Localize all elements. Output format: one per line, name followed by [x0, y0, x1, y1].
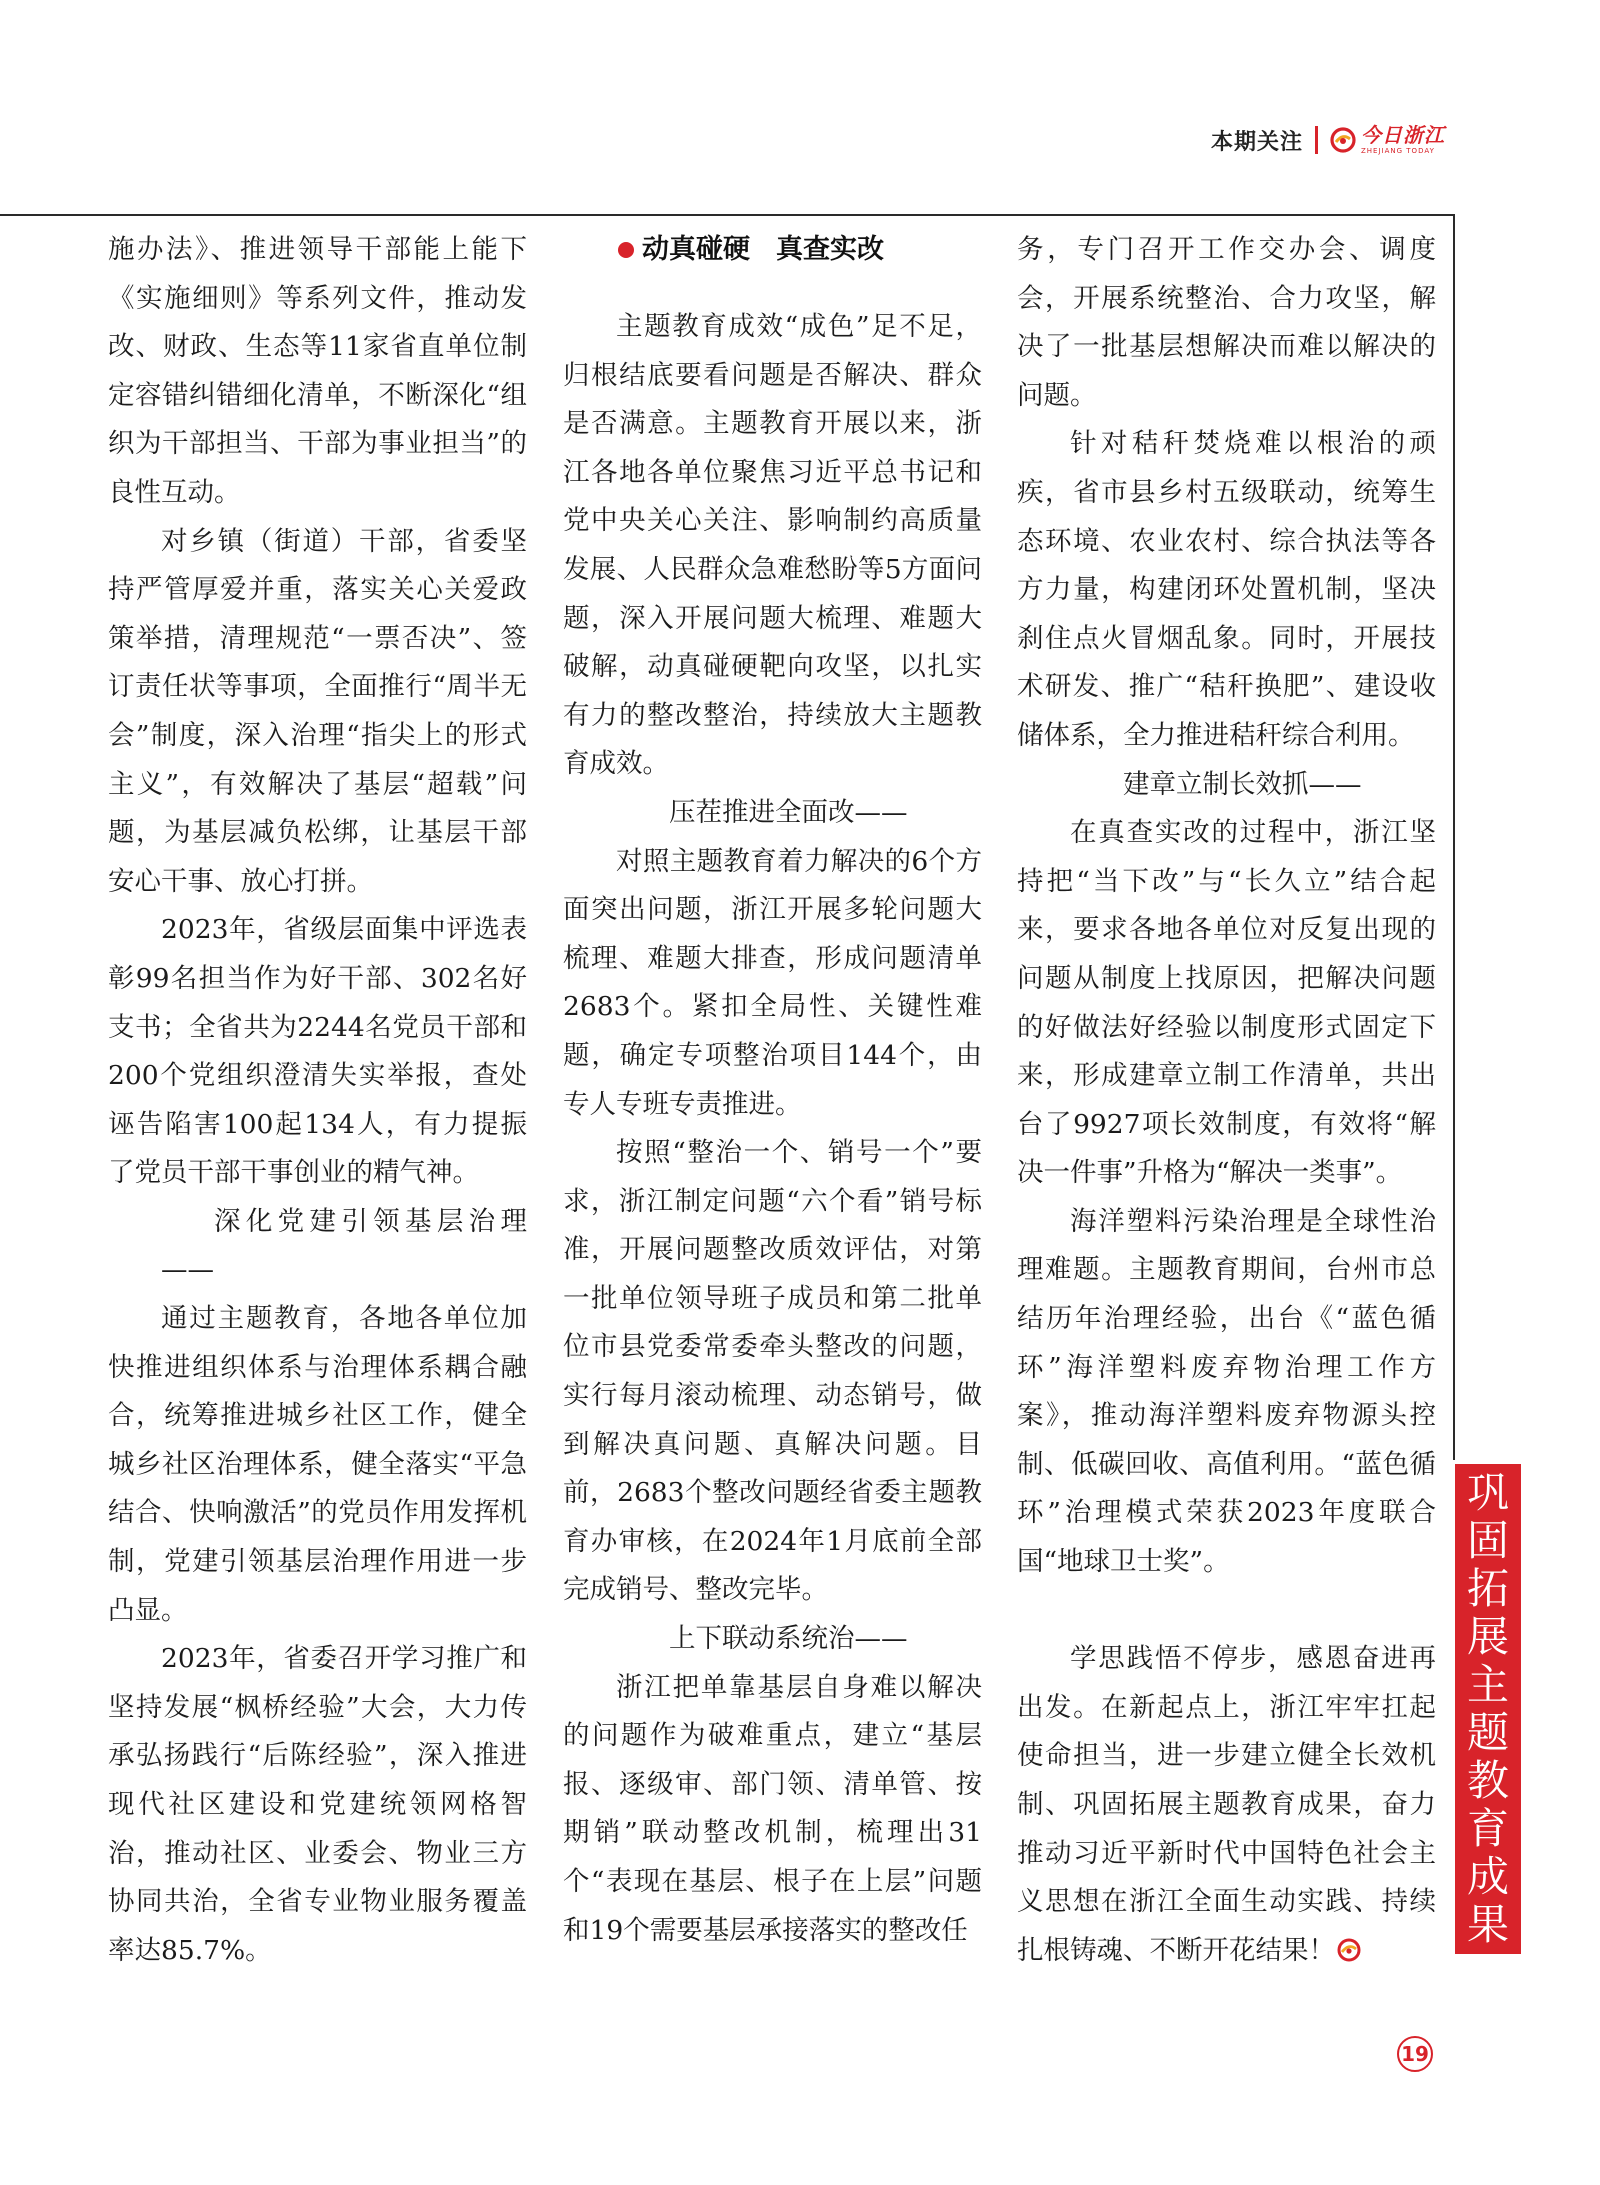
side-tab: [1455, 1464, 1521, 1954]
side-tab-char: 教: [1466, 1756, 1509, 1805]
column-2: [563, 226, 982, 1955]
side-tab-char: 固: [1466, 1516, 1509, 1565]
header-divider: [1315, 126, 1318, 154]
section-heading: [618, 226, 982, 274]
paragraph: 2023年，省级层面集中评选表彰99名担当作为好干部、302名好支书；全省共为2244名党员干部和200个党组织澄清失实举报，查处诬告陷害100起134人，有力提振了党员干部干事创业的精气神。: [108, 914, 527, 1189]
brand-name: 今日浙江: [1361, 123, 1445, 147]
side-tab-char: 展: [1466, 1612, 1509, 1661]
right-rule: [1453, 214, 1455, 1460]
subheading: 上下联动系统治——: [669, 1623, 908, 1655]
side-tab-char: 题: [1466, 1708, 1509, 1757]
paragraph: 针对秸秆焚烧难以根治的顽疾，省市县乡村五级联动，统筹生态环境、农业农村、综合执法等各方力量，构建闭环处置机制，坚决刹住点火冒烟乱象。同时，开展技术研发、推广“秸秆换肥”、建设收储体系，全力推进秸秆综合利用。: [1017, 428, 1436, 751]
paragraph: 海洋塑料污染治理是全球性治理难题。主题教育期间，台州市总结历年治理经验，出台《“蓝色循环”海洋塑料废弃物治理工作方案》，推动海洋塑料废弃物源头控制、低碳回收、高值利用。“蓝色循环”治理模式荣获2023年度联合国“地球卫士奖”。: [1017, 1205, 1436, 1578]
section-label: 本期关注: [1210, 129, 1303, 155]
subheading: 深化党建引领基层治理——: [161, 1205, 527, 1286]
heading-part-1: 动真碰硬: [642, 234, 750, 265]
end-swirl-icon: [1337, 1938, 1361, 1962]
side-tab-char: 成: [1466, 1852, 1509, 1901]
side-tab-char: 巩: [1466, 1468, 1509, 1517]
side-tab-char: 育: [1466, 1804, 1509, 1853]
column-1: [108, 226, 527, 1975]
subheading: 压茬推进全面改——: [669, 796, 908, 828]
paragraph: 施办法》、推进领导干部能上能下《实施细则》等系列文件，推动发改、财政、生态等11家省直单位制定容错纠错细化清单，不断深化“组织为干部担当、干部为事业担当”的良性互动。: [108, 234, 527, 508]
brand-swirl-icon: [1330, 127, 1356, 153]
paragraph: 务，专门召开工作交办会、调度会，开展系统整治、合力攻坚，解决了一批基层想解决而难以解决的问题。: [1017, 234, 1436, 411]
paragraph: 在真查实改的过程中，浙江坚持把“当下改”与“长久立”结合起来，要求各地各单位对反复出现的问题从制度上找原因，把解决问题的好做法好经验以制度形式固定下来，形成建章立制工作清单，共出台了9927项长效制度，有效将“解决一件事”升格为“解决一类事”。: [1017, 817, 1436, 1189]
brand-logo: [1330, 125, 1445, 155]
top-rule: [0, 214, 1455, 216]
side-tab-char: 主: [1466, 1660, 1509, 1709]
paragraph: 浙江把单靠基层自身难以解决的问题作为破难重点，建立“基层报、逐级审、部门领、清单管、按期销”联动整改机制，梳理出31个“表现在基层、根子在上层”问题和19个需要基层承接落实的整改任: [563, 1671, 982, 1946]
paragraph: 按照“整治一个、销号一个”要求，浙江制定问题“六个看”销号标准，开展问题整改质效评估，对第一批单位领导班子成员和第二批单位市县党委常委牵头整改的问题，实行每月滚动梳理、动态销号，做到解决真问题、真解决问题。目前，2683个整改问题经省委主题教育办审核，在2024年1月底前全部完成销号、整改完毕。: [563, 1137, 982, 1606]
page-header: [1211, 118, 1445, 162]
closing-paragraph: [1017, 1635, 1436, 1975]
side-tab-char: 果: [1466, 1900, 1509, 1949]
paragraph: 对乡镇（街道）干部，省委坚持严管厚爱并重，落实关心关爱政策举措，清理规范“一票否决”、签订责任状等事项，全面推行“周半无会”制度，深入治理“指尖上的形式主义”，有效解决了基层“超载”问题，为基层减负松绑，让基层干部安心干事、放心打拼。: [108, 525, 527, 897]
column-3: [1017, 226, 1436, 1975]
bullet-dot-icon: [618, 242, 634, 258]
paragraph: 通过主题教育，各地各单位加快推进组织体系与治理体系耦合融合，统筹推进城乡社区工作，健全城乡社区治理体系，健全落实“平急结合、快响激活”的党员作用发挥机制，党建引领基层治理作用进一步凸显。: [108, 1303, 527, 1626]
brand-subtitle: ZHEJIANG TODAY: [1361, 147, 1435, 155]
paragraph: 主题教育成效“成色”足不足，归根结底要看问题是否解决、群众是否满意。主题教育开展以来，浙江各地各单位聚焦习近平总书记和党中央关心关注、影响制约高质量发展、人民群众急难愁盼等5方面问题，深入开展问题大梳理、难题大破解，动真碰硬靶向攻坚，以扎实有力的整改整治，持续放大主题教育成效。: [563, 311, 982, 780]
closing-text: 学思践悟不停步，感恩奋进再出发。在新起点上，浙江牢牢扛起使命担当，进一步建立健全长效机制、巩固拓展主题教育成果，奋力推动习近平新时代中国特色社会主义思想在浙江全面生动实践、持续扎根铸魂、不断开花结果！: [1017, 1643, 1436, 1966]
page-number: 19: [1397, 2036, 1433, 2072]
side-tab-char: 拓: [1466, 1564, 1509, 1613]
paragraph: 对照主题教育着力解决的6个方面突出问题，浙江开展多轮问题大梳理、难题大排查，形成问题清单2683个。紧扣全局性、关键性难题，确定专项整治项目144个，由专人专班专责推进。: [563, 845, 982, 1120]
heading-part-2: 真查实改: [776, 234, 884, 265]
subheading: 建章立制长效抓——: [1123, 768, 1362, 800]
paragraph: 2023年，省委召开学习推广和坚持发展“枫桥经验”大会，大力传承弘扬践行“后陈经验”，深入推进现代社区建设和党建统领网格智治，推动社区、业委会、物业三方协同共治，全省专业物业服务覆盖率达85.7%。: [108, 1643, 527, 1966]
